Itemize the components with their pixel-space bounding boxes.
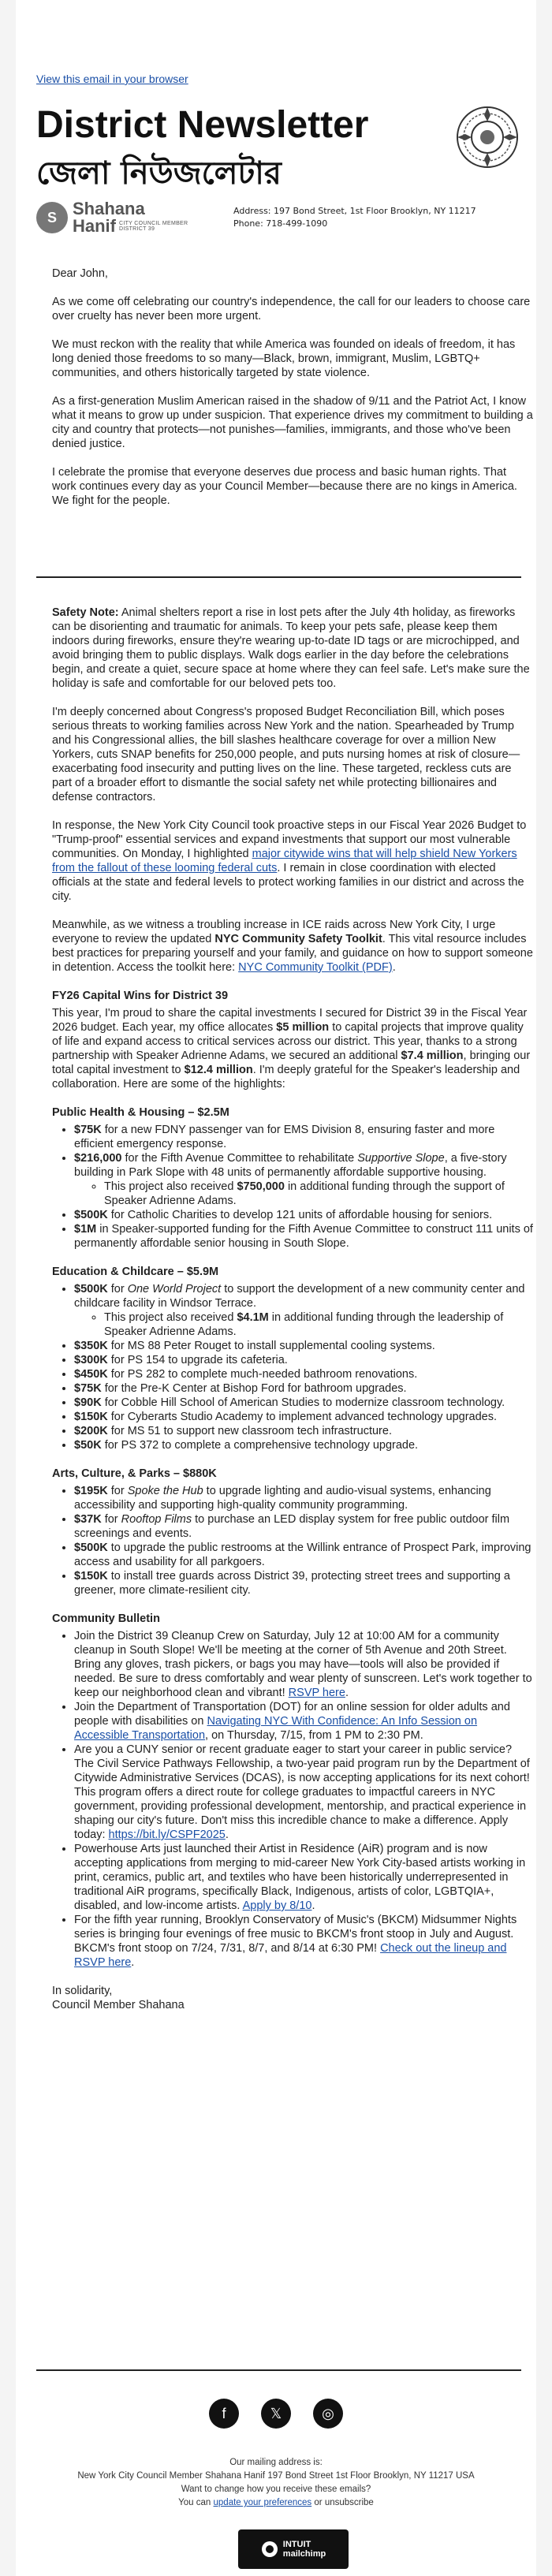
list-item <box>74 1629 533 1700</box>
health-title: Public Health & Housing – $2.5M <box>52 1106 229 1119</box>
header-address <box>233 205 476 230</box>
intro-paragraph: We must reckon with the reality that while America was founded on ideals of freedom, it has long denied those freedoms to so many—Black, brown, immigrant, Muslim, LGBTQ+ communities, and others historically targeted by state violence. <box>52 338 516 379</box>
response-text: In response, the New York City Council took proactive steps in our Fiscal Year 2026 Budget to "Trump-proof" essential services and expand investments that support our most vulnerable communities. On Monday, I highlighted <box>52 819 527 860</box>
item-text: for the Fifth Avenue Committee to rehabilitate <box>121 1152 358 1165</box>
footer-text: You can <box>178 2498 214 2507</box>
mailing-label: Our mailing address is: <box>229 2458 323 2467</box>
item-text: for PS 154 to upgrade its cafeteria. <box>107 1354 288 1366</box>
item-text: for MS 88 Peter Rouget to install supplemental cooling systems. <box>107 1340 435 1352</box>
list-item <box>74 1842 533 1913</box>
list-item <box>74 1410 533 1424</box>
fellowship-link[interactable]: https://bit.ly/CSPF2025 <box>108 1829 226 1841</box>
logo-row <box>36 200 521 235</box>
facebook-icon[interactable]: f <box>209 2399 239 2429</box>
title-bengali: জেলা নিউজলেটার <box>36 155 282 192</box>
item-text: for Cyberarts Studio Academy to implement advanced technology upgrades. <box>107 1411 498 1423</box>
intro-paragraph: I celebrate the promise that everyone deserves due process and basic human rights. That work continues every day as your Council Member—because there are no kings in America. We fight for the people. <box>52 466 517 507</box>
list-item <box>74 1222 533 1251</box>
signature: Council Member Shahana <box>52 1999 185 2011</box>
amount: $216,000 <box>74 1152 122 1165</box>
amount: $195K <box>74 1485 108 1497</box>
list-item <box>74 1339 533 1353</box>
item-text: for Catholic Charities to develop 121 units of affordable housing for seniors. <box>107 1209 493 1221</box>
amount: $90K <box>74 1396 102 1409</box>
list-item <box>74 1743 533 1842</box>
section-divider <box>36 576 521 578</box>
greeting: Dear John, <box>52 267 108 280</box>
amount: $750,000 <box>237 1180 285 1193</box>
item-text: This project also received <box>104 1311 237 1324</box>
amount: $500K <box>74 1209 108 1221</box>
arts-list <box>52 1484 533 1597</box>
logo-subtitle: CITY COUNCIL MEMBER DISTRICT 39 <box>119 221 188 232</box>
list-item <box>74 1282 533 1339</box>
amount: $75K <box>74 1382 102 1395</box>
address-line: Address: 197 Bond Street, 1st Floor Brooklyn, NY 11217 <box>233 206 476 216</box>
bulletin-list <box>52 1629 533 1970</box>
safety-note-label: Safety Note: <box>52 606 119 619</box>
list-item <box>74 1569 533 1597</box>
dot-session-link[interactable]: Navigating NYC With Confidence: An Info Session on Accessible Transportation <box>74 1715 478 1742</box>
intro-section <box>52 267 533 522</box>
item-text: , on Thursday, 7/15, from 1 PM to 2:30 PM. <box>205 1729 423 1742</box>
health-list <box>52 1123 533 1251</box>
item-text: for Cobble Hill School of American Studies to modernize classroom technology. <box>101 1396 505 1409</box>
citywide-wins-link[interactable]: major citywide wins that will help shield New Yorkers from the fallout of these looming federal cuts <box>52 848 517 874</box>
update-preferences-link[interactable]: update your preferences <box>213 2498 312 2507</box>
unsubscribe-link[interactable]: unsubscribe <box>324 2498 374 2507</box>
item-text: to install tree guards across District 39, protecting street trees and supporting a greener, more climate-resilient city. <box>74 1570 510 1597</box>
amount: $500K <box>74 1541 108 1554</box>
preferences-line <box>0 2496 552 2510</box>
intro-paragraph: As we come off celebrating our country's independence, the call for our leaders to choose care over cruelty has never been more urgent. <box>52 296 531 322</box>
item-text: to purchase an LED display system for free public outdoor film screenings and events. <box>74 1513 510 1540</box>
ice-paragraph <box>52 918 533 975</box>
project-name: Supportive Slope <box>357 1152 445 1165</box>
list-item <box>74 1353 533 1367</box>
item-text: . <box>131 1956 135 1969</box>
capital-paragraph <box>52 1006 533 1091</box>
list-item <box>74 1367 533 1381</box>
education-list <box>52 1282 533 1452</box>
amount: $4.1M <box>237 1311 269 1324</box>
ice-text: Meanwhile, as we witness a troubling increase in ICE raids across New York City, I urge everyone to review the updated <box>52 919 496 945</box>
item-text: to support the development of a new community center and childcare facility in Windsor Terrace. <box>74 1283 525 1310</box>
amount: $1M <box>74 1223 97 1236</box>
email-container <box>16 0 536 2576</box>
item-text: Join the District 39 Cleanup Crew on Saturday, July 12 at 10:00 AM for a community cleanup in South Slope! We'll be meeting at the corner of 5th Avenue and 20th Street. Bring any gloves, trash pickers, or bags you may have—tools will also be provided if needed. Be sure to dress comfortably and wear plenty of sunscreen. Let's work together to keep our neighborhood clean and vibrant! <box>74 1630 532 1699</box>
ice-text-end: . <box>392 961 396 974</box>
decorative-seal-icon <box>454 104 521 171</box>
list-item <box>74 1438 533 1452</box>
ice-text-middle: . This vital resource includes best practices for preparing yourself and your family, and guidance on how to support someone in detention. Access the toolkit here: <box>52 933 533 974</box>
footer-divider <box>36 2369 521 2371</box>
list-item <box>74 1151 533 1208</box>
website-globe-icon[interactable]: ◎ <box>313 2399 343 2429</box>
item-text: For the fifth year running, Brooklyn Conservatory of Music's (BKCM) Midsummer Nights series is bringing four evenings of free music to BKCM's front stoop in July and August. BKCM's front stoop on 7/24, 7/31, 8/7, and 8/14 at 6:30 PM! <box>74 1914 517 1955</box>
arts-title: Arts, Culture, & Parks – $880K <box>52 1467 217 1480</box>
project-name: One World Project <box>127 1283 222 1295</box>
signoff: In solidarity, <box>52 1985 113 1997</box>
amount: $300K <box>74 1354 108 1366</box>
sub-list-item <box>104 1180 533 1208</box>
change-question: Want to change how you receive these emails? <box>181 2485 371 2494</box>
project-name: Rooftop Films <box>121 1513 192 1526</box>
sub-list <box>74 1180 533 1208</box>
toolkit-name: NYC Community Safety Toolkit <box>214 933 382 945</box>
list-item <box>74 1913 533 1970</box>
amount: $37K <box>74 1513 102 1526</box>
item-text: . <box>225 1829 229 1841</box>
item-text: for MS 51 to support new classroom tech infrastructure. <box>107 1425 392 1437</box>
mailchimp-line1: INTUIT <box>282 2540 311 2549</box>
logo-name-line2: Hanif <box>73 216 116 236</box>
item-text: for <box>107 1485 128 1497</box>
council-logo <box>36 200 202 235</box>
phone-line: Phone: 718-499-1090 <box>233 218 328 229</box>
capital-text: , bringing our total capital investment to <box>52 1049 531 1076</box>
item-text: This project also received <box>104 1180 237 1193</box>
item-text: Are you a CUNY senior or recent graduate eager to start your career in public service? The Civil Service Pathways Fellowship, a two-year paid program run by the Department of Citywide Administrative Services (DCAS), is now accepting applications for its next cohort! This program offers a direct route for college graduates to impactful careers in NYC government, providing professional development, mentorship, and practical experience in shaping our city's future. Don't miss this incredible chance to make a difference. Apply today: <box>74 1743 530 1841</box>
amount: $500K <box>74 1283 108 1295</box>
amount: $75K <box>74 1124 102 1136</box>
education-title: Education & Childcare – $5.9M <box>52 1266 219 1278</box>
newsletter-header <box>36 103 521 236</box>
budget-paragraph: I'm deeply concerned about Congress's proposed Budget Reconciliation Bill, which poses serious threats to working families across New York and the nation. Spearheaded by Trump and his Congressional allies, the bill slashes healthcare coverage for over a million New Yorkers, cuts SNAP benefits for 250,000 people, and puts nursing homes at risk of closure—exacerbating food insecurity and putting lives on the line. These targeted, reckless cuts are part of a broader effort to dismantle the social safety net while protecting billionaires and defense contractors. <box>52 706 520 803</box>
response-paragraph <box>52 818 533 904</box>
list-item <box>74 1484 533 1512</box>
capital-amount: $12.4 million <box>184 1064 253 1076</box>
mailchimp-badge[interactable] <box>238 2529 349 2569</box>
capital-text: . I'm deeply grateful for the Speaker's leadership and collaboration. Here are some of the highlights: <box>52 1064 520 1090</box>
mailchimp-logo-icon <box>261 2541 278 2558</box>
list-item <box>74 1123 533 1151</box>
logo-name-line1: Shahana <box>73 199 145 218</box>
mailing-address: New York City Council Member Shahana Hanif 197 Bond Street 1st Floor Brooklyn, NY 11217 USA <box>77 2471 475 2481</box>
item-text: for <box>107 1283 128 1295</box>
item-text: , a five-story building in Park Slope with 48 units of permanently affordable supportive housing. <box>74 1152 507 1179</box>
amount: $200K <box>74 1425 108 1437</box>
social-links <box>0 2399 552 2429</box>
capital-amount: $7.4 million <box>401 1049 464 1062</box>
sub-list-item <box>104 1310 533 1339</box>
item-text: . <box>311 1899 315 1912</box>
bkcm-lineup-link[interactable]: Check out the lineup and RSVP here <box>74 1942 507 1969</box>
sub-list <box>74 1310 533 1339</box>
item-text: in Speaker-supported funding for the Fifth Avenue Committee to construct 111 units of permanently affordable senior housing in South Slope. <box>74 1223 533 1250</box>
item-text: in additional funding through the leadership of Speaker Adrienne Adams. <box>104 1311 504 1338</box>
item-text: for <box>101 1513 121 1526</box>
item-text: for PS 282 to complete much-needed bathroom renovations. <box>107 1368 418 1381</box>
toolkit-pdf-link[interactable]: NYC Community Toolkit (PDF) <box>238 961 393 974</box>
item-text: for PS 372 to complete a comprehensive technology upgrade. <box>101 1439 419 1452</box>
bulletin-title: Community Bulletin <box>52 1612 160 1625</box>
air-apply-link[interactable]: Apply by 8/10 <box>242 1899 312 1912</box>
logo-mark-icon: S <box>36 202 68 233</box>
cleanup-rsvp-link[interactable]: RSVP here <box>288 1687 345 1699</box>
main-section <box>52 606 533 2012</box>
amount: $350K <box>74 1340 108 1352</box>
list-item <box>74 1208 533 1222</box>
list-item <box>74 1512 533 1541</box>
footer <box>0 2456 552 2510</box>
item-text: in additional funding through the support of Speaker Adrienne Adams. <box>104 1180 505 1207</box>
item-text: Join the Department of Transportation (DOT) for an online session for older adults and people with disabilities on <box>74 1701 510 1728</box>
item-text: for a new FDNY passenger van for EMS Division 8, ensuring faster and more efficient emergency response. <box>74 1124 495 1150</box>
amount: $150K <box>74 1411 108 1423</box>
response-text-end: . I remain in close coordination with elected officials at the state and federal levels to protect working families in our district and across the city. <box>52 862 524 903</box>
capital-text: to capital projects that improve quality of life and expand access to critical services across our district. This year, thanks to a strong partnership with Speaker Adrienne Adams, we secured an additional <box>52 1021 524 1062</box>
list-item <box>74 1541 533 1569</box>
capital-text: This year, I'm proud to share the capital investments I secured for District 39 in the Fiscal Year 2026 budget. Each year, my office allocates <box>52 1007 528 1034</box>
list-item <box>74 1424 533 1438</box>
list-item <box>74 1396 533 1410</box>
safety-note <box>52 606 533 691</box>
intro-paragraph: As a first-generation Muslim American raised in the shadow of 9/11 and the Patriot Act, I know what it means to grow up under suspicion. That experience drives my commitment to building a city and country that protects—not punishes—families, immigrants, and those who've been denied justice. <box>52 395 533 450</box>
list-item <box>74 1381 533 1396</box>
project-name: Spoke the Hub <box>127 1485 203 1497</box>
item-text: to upgrade lighting and audio-visual systems, enhancing accessibility and supporting high-quality community programming. <box>74 1485 491 1512</box>
item-text: for the Pre-K Center at Bishop Ford for bathroom upgrades. <box>101 1382 407 1395</box>
amount: $50K <box>74 1439 102 1452</box>
footer-text: or <box>311 2498 325 2507</box>
view-in-browser-link[interactable]: View this email in your browser <box>36 73 188 85</box>
item-text: . <box>345 1687 349 1699</box>
capital-amount: $5 million <box>276 1021 330 1034</box>
mailchimp-line2: mailchimp <box>282 2549 326 2559</box>
safety-note-text: Animal shelters report a rise in lost pets after the July 4th holiday, as fireworks can be disorienting and traumatic for animals. To keep your pets safe, please keep them indoors during fireworks, ensure they're wearing up-to-date ID tags or are microchipped, and avoid bringing them to public displays. Walk dogs earlier in the day before the celebrations begin, and create a quiet, secure space at home where they can feel safe. Let's make sure the holiday is safe and comfortable for our beloved pets too. <box>52 606 530 690</box>
title-english: District Newsletter <box>36 104 369 146</box>
x-twitter-icon[interactable]: 𝕏 <box>261 2399 291 2429</box>
item-text: Powerhouse Arts just launched their Artist in Residence (AiR) program and is now accepting applications from merging to mid-career New York City-based artists working in print, ceramics, public art, and textiles who have been historically underrepresented in traditional AiR programs, specifically Black, Indigenous, artists of color, LGBTQIA+, disabled, and low-income artists. <box>74 1843 526 1912</box>
capital-title: FY26 Capital Wins for District 39 <box>52 990 229 1002</box>
amount: $150K <box>74 1570 108 1583</box>
list-item <box>74 1700 533 1743</box>
item-text: to upgrade the public restrooms at the Willink entrance of Prospect Park, improving access and usability for all parkgoers. <box>74 1541 531 1568</box>
amount: $450K <box>74 1368 108 1381</box>
